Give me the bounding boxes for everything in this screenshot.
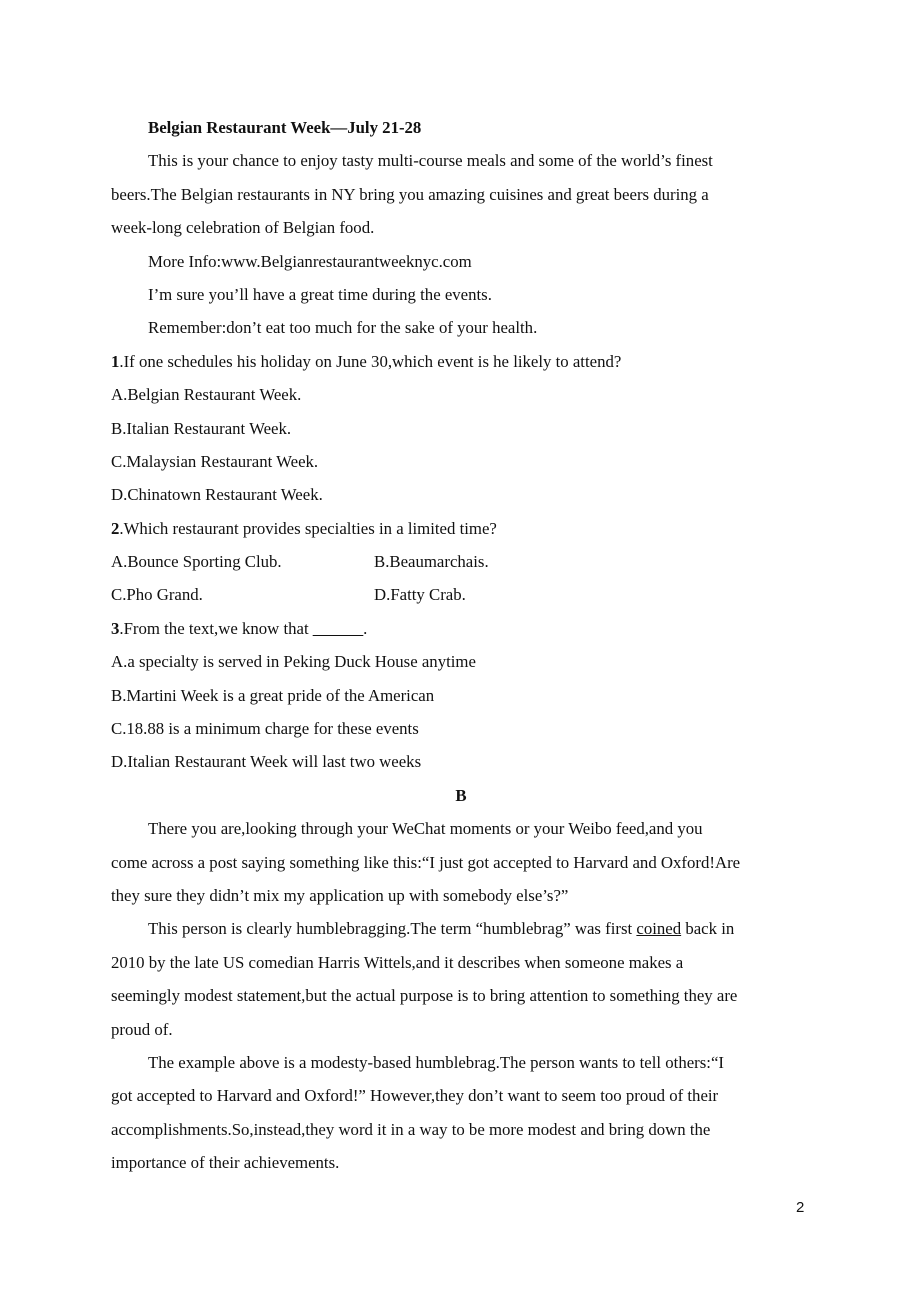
paragraph-line: proud of. [111, 1019, 173, 1039]
paragraph-line: importance of their achievements. [111, 1153, 340, 1173]
option-a: A.Bounce Sporting Club. [111, 552, 282, 572]
question-number: 3 [111, 618, 120, 638]
section-a-heading: Belgian Restaurant Week—July 21-28 [148, 118, 422, 137]
question-text: .Which restaurant provides specialties in a limited time? [119, 518, 497, 538]
option-c: C.18.88 is a minimum charge for these events [111, 719, 419, 739]
paragraph-line: week-long celebration of Belgian food. [111, 218, 375, 238]
paragraph-line: accomplishments.So,instead,they word it in a way to be more modest and bring down the [111, 1119, 711, 1139]
option-d: D.Fatty Crab. [374, 585, 466, 605]
answer-blank: ______ [312, 618, 364, 638]
paragraph-line: Remember:don’t eat too much for the sake of your health. [148, 318, 538, 338]
underlined-word: coined [636, 919, 682, 939]
option-a: A.a specialty is served in Peking Duck House anytime [111, 652, 476, 672]
question-text: .From the text,we know that [119, 618, 313, 638]
option-c: C.Pho Grand. [111, 585, 203, 605]
question-number: 1 [111, 351, 120, 371]
paragraph-line: seemingly modest statement,but the actual purpose is to bring attention to something they are [111, 986, 738, 1006]
section-b-heading: B [455, 785, 467, 805]
paragraph-line: 2010 by the late US comedian Harris Wittels,and it describes when someone makes a [111, 952, 684, 972]
paragraph-line: I’m sure you’ll have a great time during the events. [148, 284, 492, 304]
question-1 [111, 345, 811, 378]
text-span: This person is clearly humblebragging.The term “humblebrag” was first [148, 919, 637, 939]
question-3 [111, 612, 811, 645]
option-a: A.Belgian Restaurant Week. [111, 385, 302, 405]
paragraph-line: got accepted to Harvard and Oxford!” However,they don’t want to seem too proud of their [111, 1086, 719, 1106]
options-row [111, 578, 811, 611]
option-b: B.Martini Week is a great pride of the American [111, 685, 435, 705]
paragraph-line: There you are,looking through your WeChat moments or your Weibo feed,and you [148, 819, 703, 839]
document-page [111, 111, 811, 1180]
paragraph-line [111, 912, 811, 945]
options-row [111, 545, 811, 578]
question-2 [111, 512, 811, 545]
paragraph-line: come across a post saying something like this:“I just got accepted to Harvard and Oxford!Are [111, 852, 741, 872]
paragraph-line: The example above is a modesty-based humblebrag.The person wants to tell others:“I [148, 1052, 724, 1072]
page-number: 2 [796, 1199, 805, 1216]
option-c: C.Malaysian Restaurant Week. [111, 451, 319, 471]
paragraph-line: they sure they didn’t mix my application up with somebody else’s?” [111, 885, 569, 905]
question-end: . [363, 618, 368, 638]
paragraph-line: beers.The Belgian restaurants in NY bring you amazing cuisines and great beers during a [111, 184, 709, 204]
option-d: D.Chinatown Restaurant Week. [111, 485, 323, 505]
text-span: back in [681, 919, 735, 939]
paragraph-line: This is your chance to enjoy tasty multi-course meals and some of the world’s finest [148, 151, 713, 171]
question-number: 2 [111, 518, 120, 538]
more-info-line: More Info:www.Belgianrestaurantweeknyc.com [148, 251, 472, 271]
option-d: D.Italian Restaurant Week will last two weeks [111, 752, 422, 772]
question-text: .If one schedules his holiday on June 30,which event is he likely to attend? [119, 351, 622, 371]
option-b: B.Beaumarchais. [374, 552, 489, 572]
option-b: B.Italian Restaurant Week. [111, 418, 292, 438]
